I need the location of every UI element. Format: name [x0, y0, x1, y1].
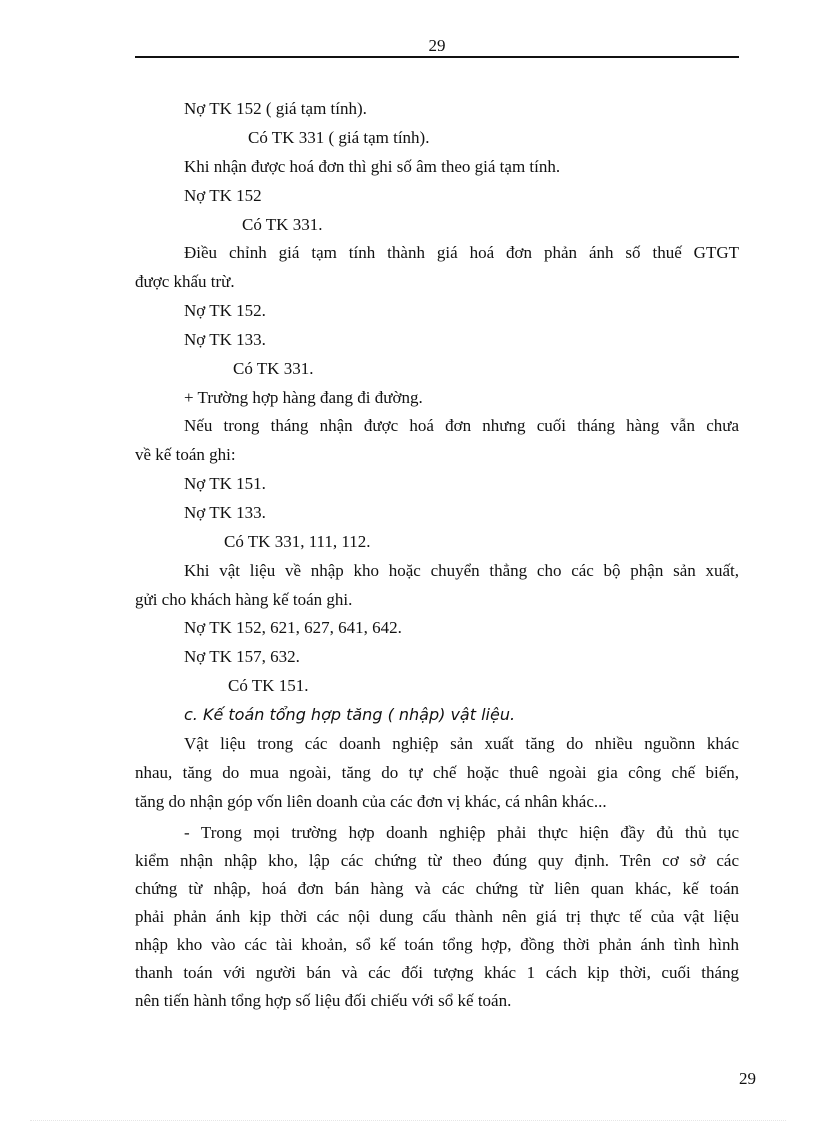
text-line: Nợ TK 152, 621, 627, 641, 642. [184, 618, 402, 637]
text-line: phải phản ánh kịp thời các nội dung cấu thành nên giá trị thực tế của vật liệu [135, 907, 739, 926]
text-line: về kế toán ghi: [135, 445, 236, 464]
text-line: Khi nhận được hoá đơn thì ghi số âm theo giá tạm tính. [184, 157, 561, 176]
section-heading: c. Kế toán tổng hợp tăng ( nhập) vật liệu. [184, 705, 516, 724]
footer-page-number: 29 [739, 1069, 756, 1088]
text-line: Nợ TK 133. [184, 503, 266, 522]
text-line: Có TK 331. [242, 215, 323, 234]
text-line: Nếu trong tháng nhận được hoá đơn nhưng cuối tháng hàng vẫn chưa [184, 416, 739, 435]
text-line: chứng từ nhập, hoá đơn bán hàng và các chứng từ liên quan khác, kế toán [135, 879, 739, 898]
text-line: Nợ TK 133. [184, 330, 266, 349]
text-line: gửi cho khách hàng kế toán ghi. [135, 590, 353, 609]
text-line: Có TK 151. [228, 676, 309, 695]
text-line: nhau, tăng do mua ngoài, tăng do tự chế hoặc thuê ngoài gia công chế biến, [135, 763, 739, 782]
text-line: Điều chỉnh giá tạm tính thành giá hoá đơn phản ánh số thuế GTGT [184, 243, 739, 262]
text-line: được khấu trừ. [135, 272, 235, 291]
text-line: thanh toán với người bán và các đối tượng khác 1 cách kịp thời, cuối tháng [135, 963, 739, 982]
text-line: nên tiến hành tổng hợp số liệu đối chiếu với sổ kế toán. [135, 991, 512, 1010]
text-line: Nợ TK 157, 632. [184, 647, 300, 666]
header-rule [135, 56, 739, 58]
text-line: Vật liệu trong các doanh nghiệp sản xuất tăng do nhiều nguồnn khác [184, 734, 739, 753]
text-line: - Trong mọi trường hợp doanh nghiệp phải thực hiện đầy đủ thủ tục [184, 823, 739, 842]
text-line: Nợ TK 152 [184, 186, 262, 205]
text-line: nhập kho vào các tài khoản, sổ kế toán tổng hợp, đồng thời phản ánh tình hình [135, 935, 739, 954]
text-line: kiểm nhận nhập kho, lập các chứng từ theo đúng quy định. Trên cơ sở các [135, 851, 739, 870]
text-line: Có TK 331, 111, 112. [224, 532, 371, 551]
footer-dotted-rule [30, 1120, 786, 1121]
text-line: Nợ TK 151. [184, 474, 266, 493]
text-line: Nợ TK 152. [184, 301, 266, 320]
text-line: Khi vật liệu về nhập kho hoặc chuyển thẳng cho các bộ phận sản xuất, [184, 561, 739, 580]
text-line: Nợ TK 152 ( giá tạm tính). [184, 99, 367, 118]
header-page-number: 29 [428, 36, 446, 55]
text-line: Có TK 331. [233, 359, 314, 378]
text-line: tăng do nhận góp vốn liên doanh của các đơn vị khác, cá nhân khác... [135, 792, 607, 811]
text-line: + Trường hợp hàng đang đi đường. [184, 388, 423, 407]
text-line: Có TK 331 ( giá tạm tính). [248, 128, 430, 147]
